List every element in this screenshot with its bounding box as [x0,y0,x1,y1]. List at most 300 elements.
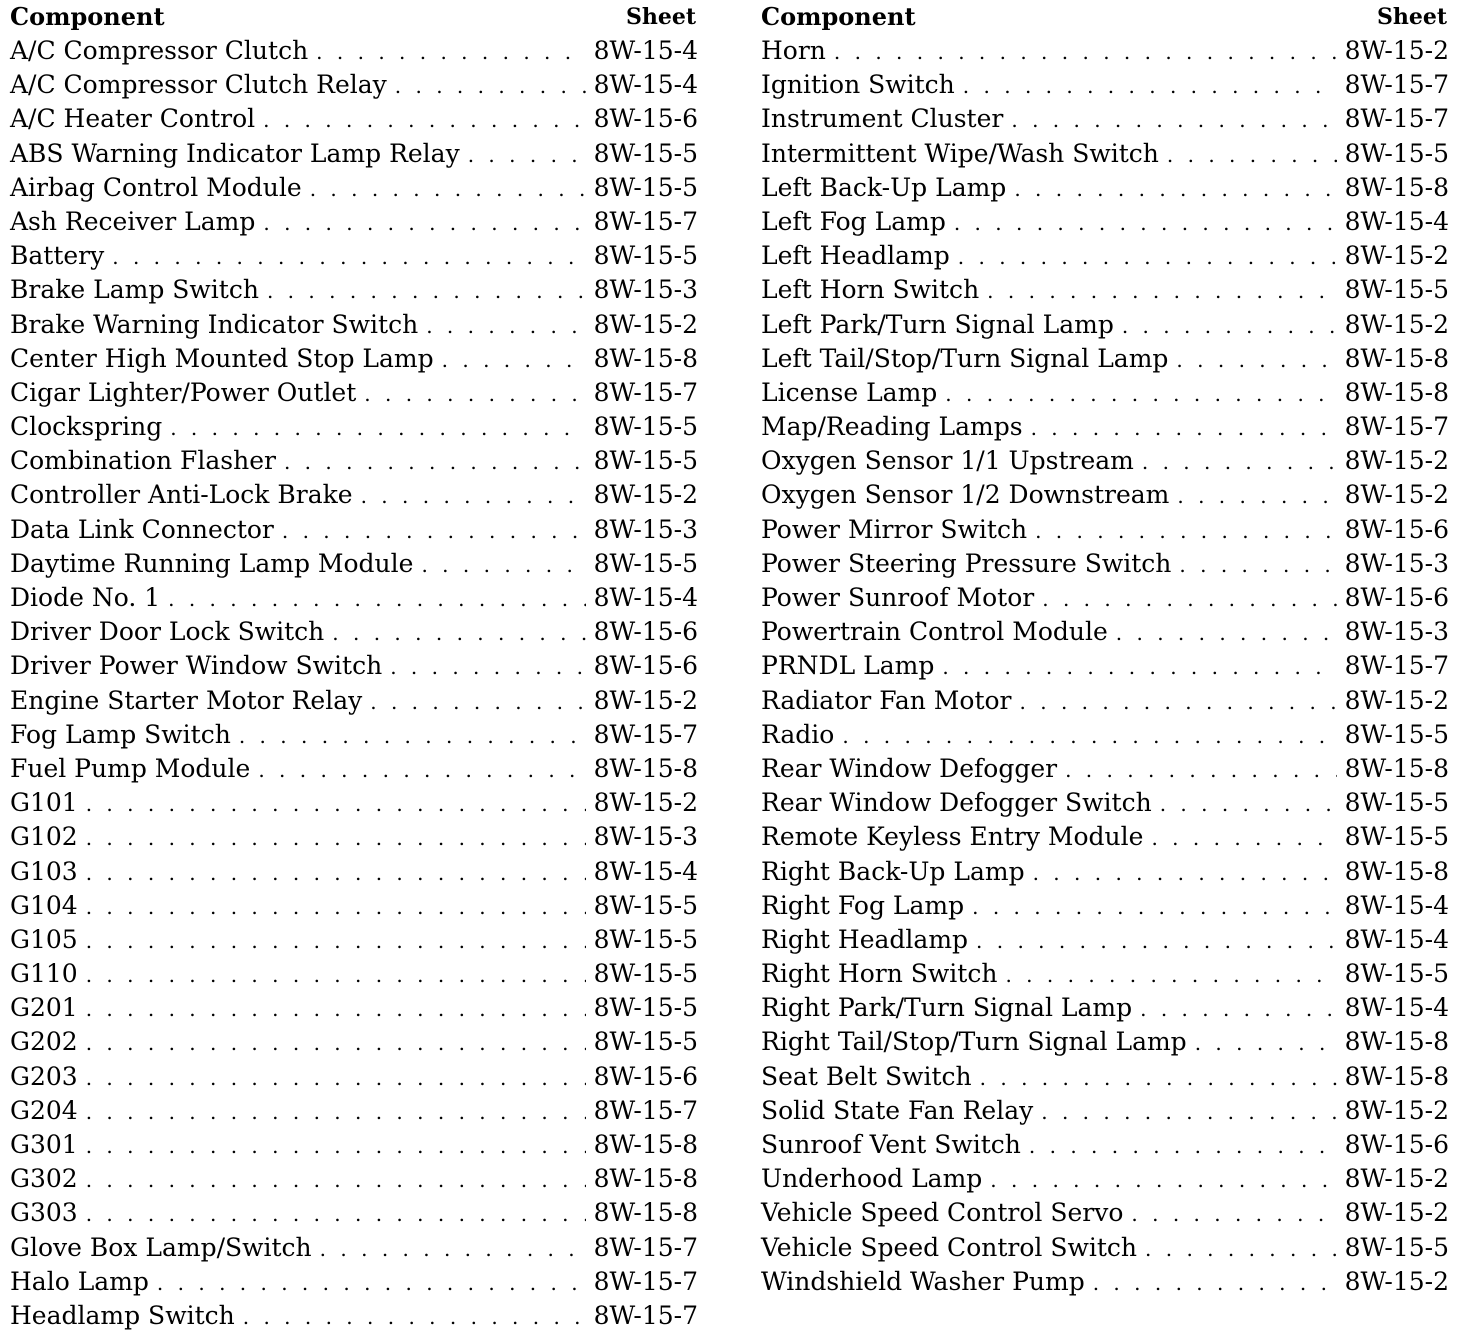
table-row [10,478,698,512]
sheet-number: 8W-15-7 [1344,104,1449,134]
sheet-number: 8W-15-5 [593,959,698,989]
component-name: Sunroof Vent Switch [761,1130,1021,1159]
dot-leader [263,103,585,137]
dot-leader [1142,445,1337,479]
component-name: Driver Power Window Switch [10,651,383,681]
table-row [761,342,1449,376]
component-name: A/C Compressor Clutch [10,36,309,65]
component-name: Oxygen Sensor 1/1 Upstream [761,446,1134,476]
dot-leader [332,616,585,650]
component-name: Fuel Pump Module [10,753,251,783]
sheet-number: 8W-15-5 [1344,1232,1449,1262]
component-name: Right Tail/Stop/Turn Signal Lamp [761,1027,1187,1057]
component-name: Engine Starter Motor Relay [10,685,363,715]
dot-leader [86,992,586,1026]
table-row [10,1299,698,1333]
sheet-number: 8W-15-6 [1344,583,1449,612]
table-row [761,1094,1449,1128]
component-name: Rear Window Defogger Switch [761,788,1152,818]
table-row [10,547,698,581]
dot-leader [976,924,1337,958]
table-row [761,68,1449,102]
sheet-number: 8W-15-7 [593,206,698,236]
table-row [761,137,1449,171]
sheet-number: 8W-15-4 [593,36,698,65]
sheet-number: 8W-15-6 [593,104,698,134]
table-row [10,889,698,923]
component-name: Solid State Fan Relay [761,1095,1034,1125]
table-row [10,718,698,752]
sheet-number: 8W-15-3 [593,275,698,305]
table-row [761,923,1449,957]
dot-leader [1020,685,1337,719]
component-name: Driver Door Lock Switch [10,617,325,647]
dot-leader [320,1232,586,1266]
table-row [10,957,698,991]
component-name: Right Fog Lamp [761,890,965,920]
sheet-number: 8W-15-5 [593,241,698,271]
dot-leader [1116,616,1337,650]
component-name: Right Horn Switch [761,959,998,989]
table-row [761,547,1449,581]
component-name: Instrument Cluster [761,104,1004,134]
dot-leader [1011,103,1336,137]
table-row [10,68,698,102]
sheet-number: 8W-15-6 [593,1061,698,1091]
dot-leader [239,719,586,753]
table-row [10,1094,698,1128]
sheet-number: 8W-15-8 [1344,856,1449,886]
component-name: A/C Compressor Clutch Relay [10,70,387,100]
dot-leader [370,685,585,719]
table-row [761,478,1449,512]
dot-leader [1093,1266,1337,1300]
sheet-number: 8W-15-7 [593,1095,698,1125]
sheet-number: 8W-15-5 [1344,275,1449,305]
sheet-number: 8W-15-2 [1344,309,1449,339]
dot-leader [1035,514,1337,548]
table-row [761,718,1449,752]
component-name: G110 [10,959,78,989]
dot-leader [86,1026,586,1060]
sheet-header: Sheet [625,4,696,30]
sheet-number: 8W-15-8 [593,1164,698,1194]
sheet-number: 8W-15-2 [593,788,698,818]
dot-leader [1041,1095,1336,1129]
table-row [761,102,1449,136]
component-name: Brake Warning Indicator Switch [10,309,419,339]
table-row [761,239,1449,273]
table-row [761,273,1449,307]
component-header: Component [761,2,916,31]
dot-leader [86,1061,586,1095]
table-row [10,1196,698,1230]
sheet-number: 8W-15-7 [593,1232,698,1262]
dot-leader [945,377,1336,411]
dot-leader [1145,1232,1337,1266]
sheet-number: 8W-15-6 [1344,514,1449,544]
component-name: G101 [10,788,78,818]
component-name: G302 [10,1164,78,1194]
component-name: Rear Window Defogger [761,753,1058,783]
component-name: Powertrain Control Module [761,617,1108,647]
dot-leader [157,1266,586,1300]
dot-leader [86,856,586,890]
dot-leader [243,1300,586,1334]
component-name: Controller Anti-Lock Brake [10,480,353,510]
table-row [10,1231,698,1265]
component-name: G104 [10,890,78,920]
dot-leader [86,787,586,821]
component-name: Left Headlamp [761,241,950,271]
dot-leader [958,240,1337,274]
component-name: Power Sunroof Motor [761,583,1035,612]
sheet-number: 8W-15-2 [1344,36,1449,65]
sheet-number: 8W-15-2 [1344,241,1449,271]
sheet-number: 8W-15-4 [593,856,698,886]
sheet-number: 8W-15-5 [1344,719,1449,749]
left-column [10,0,698,1333]
table-row [761,308,1449,342]
table-row [10,581,698,615]
dot-leader [263,206,585,240]
dot-leader [1151,821,1336,855]
component-header: Component [10,2,165,31]
table-row [10,410,698,444]
column-header [761,0,1449,34]
component-list [761,34,1449,1299]
dot-leader [834,35,1337,69]
table-row [10,991,698,1025]
dot-leader [1160,787,1337,821]
sheet-number: 8W-15-2 [1344,685,1449,715]
table-row [10,273,698,307]
sheet-number: 8W-15-7 [593,1300,698,1330]
sheet-number: 8W-15-2 [1344,480,1449,510]
sheet-number: 8W-15-3 [1344,617,1449,647]
dot-leader [1014,172,1336,206]
dot-leader [972,890,1336,924]
component-name: Left Horn Switch [761,275,980,305]
table-row [10,855,698,889]
component-name: G202 [10,1027,78,1057]
table-row [10,308,698,342]
column-header [10,0,698,34]
table-row [10,239,698,273]
component-name: G301 [10,1130,78,1159]
component-name: Underhood Lamp [761,1164,983,1194]
component-name: Battery [10,241,105,271]
sheet-number: 8W-15-8 [593,753,698,783]
sheet-number: 8W-15-5 [1344,959,1449,989]
component-name: Center High Mounted Stop Lamp [10,343,434,373]
component-name: Vehicle Speed Control Switch [761,1232,1138,1262]
table-row [761,1231,1449,1265]
dot-leader [170,411,585,445]
table-row [761,820,1449,854]
component-name: Airbag Control Module [10,172,302,202]
component-name: G103 [10,856,78,886]
dot-leader [942,650,1336,684]
dot-leader [282,514,586,548]
sheet-number: 8W-15-6 [1344,1130,1449,1159]
component-name: Combination Flasher [10,446,276,476]
table-row [761,1162,1449,1196]
table-row [10,102,698,136]
dot-leader [987,274,1336,308]
dot-leader [168,582,585,616]
table-row [10,923,698,957]
table-row [761,1196,1449,1230]
dot-leader [426,309,585,343]
sheet-number: 8W-15-2 [1344,446,1449,476]
component-name: Diode No. 1 [10,583,161,612]
table-row [761,752,1449,786]
component-name: G105 [10,924,78,954]
dot-leader [86,958,586,992]
table-row [761,855,1449,889]
right-column [761,0,1449,1299]
sheet-number: 8W-15-5 [593,446,698,476]
component-name: Headlamp Switch [10,1300,235,1330]
table-row [10,615,698,649]
table-row [761,444,1449,478]
dot-leader [267,274,586,308]
sheet-number: 8W-15-5 [1344,822,1449,852]
sheet-number: 8W-15-5 [593,993,698,1023]
sheet-header: Sheet [1376,4,1447,30]
sheet-number: 8W-15-2 [1344,1198,1449,1228]
table-row [10,1025,698,1059]
table-row [10,137,698,171]
component-name: Fog Lamp Switch [10,719,231,749]
sheet-number: 8W-15-6 [593,651,698,681]
dot-leader [390,650,585,684]
table-row [10,752,698,786]
dot-leader [1065,753,1337,787]
sheet-number: 8W-15-8 [1344,172,1449,202]
component-name: Vehicle Speed Control Servo [761,1198,1124,1228]
table-row [10,342,698,376]
component-name: A/C Heater Control [10,104,256,134]
table-row [761,581,1449,615]
dot-leader [1179,548,1336,582]
sheet-number: 8W-15-7 [1344,70,1449,100]
component-name: Glove Box Lamp/Switch [10,1232,312,1262]
component-name: G303 [10,1198,78,1228]
component-name: Brake Lamp Switch [10,275,259,305]
sheet-number: 8W-15-5 [593,924,698,954]
dot-leader [1176,343,1336,377]
component-name: Clockspring [10,412,163,442]
dot-leader [1042,582,1336,616]
sheet-number: 8W-15-5 [593,548,698,578]
sheet-number: 8W-15-2 [1344,1164,1449,1194]
sheet-number: 8W-15-8 [1344,753,1449,783]
sheet-number: 8W-15-5 [1344,788,1449,818]
component-name: Right Back-Up Lamp [761,856,1025,886]
table-row [10,205,698,239]
dot-leader [86,924,586,958]
component-name: G204 [10,1095,78,1125]
sheet-number: 8W-15-2 [593,685,698,715]
component-name: Ignition Switch [761,70,955,100]
dot-leader [1131,1197,1336,1231]
sheet-number: 8W-15-2 [1344,1266,1449,1296]
table-row [761,1060,1449,1094]
table-row [10,1060,698,1094]
component-name: Data Link Connector [10,514,274,544]
table-row [10,513,698,547]
table-row [10,649,698,683]
component-name: Map/Reading Lamps [761,412,1023,442]
table-row [10,171,698,205]
dot-leader [990,1163,1336,1197]
dot-leader [86,1197,586,1231]
table-row [761,991,1449,1025]
dot-leader [361,479,586,513]
table-row [10,786,698,820]
dot-leader [86,1163,586,1197]
sheet-number: 8W-15-4 [1344,206,1449,236]
dot-leader [86,1129,586,1163]
dot-leader [86,890,586,924]
sheet-number: 8W-15-7 [1344,412,1449,442]
dot-leader [1195,1026,1337,1060]
component-name: Power Mirror Switch [761,514,1028,544]
dot-leader [258,753,585,787]
dot-leader [395,69,586,103]
component-name: Cigar Lighter/Power Outlet [10,377,357,407]
sheet-number: 8W-15-2 [593,309,698,339]
component-name: Remote Keyless Entry Module [761,822,1144,852]
component-name: Oxygen Sensor 1/2 Downstream [761,480,1170,510]
dot-leader [1177,479,1336,513]
sheet-number: 8W-15-4 [593,70,698,100]
dot-leader [86,821,586,855]
table-row [10,1128,698,1162]
sheet-number: 8W-15-4 [1344,890,1449,920]
dot-leader [364,377,585,411]
component-name: Radio [761,719,835,749]
table-row [761,34,1449,68]
table-row [761,649,1449,683]
dot-leader [1029,1129,1337,1163]
dot-leader [284,445,586,479]
table-row [10,1162,698,1196]
table-row [10,1265,698,1299]
dot-leader [980,1061,1337,1095]
sheet-number: 8W-15-4 [1344,924,1449,954]
sheet-number: 8W-15-8 [593,1198,698,1228]
table-row [761,957,1449,991]
sheet-number: 8W-15-3 [593,822,698,852]
sheet-number: 8W-15-4 [1344,993,1449,1023]
component-name: Left Tail/Stop/Turn Signal Lamp [761,343,1169,373]
table-row [10,820,698,854]
component-name: G102 [10,822,78,852]
dot-leader [1122,309,1337,343]
component-name: Power Steering Pressure Switch [761,548,1172,578]
table-row [761,684,1449,718]
component-name: G201 [10,993,78,1023]
table-row [761,410,1449,444]
component-name: G203 [10,1061,78,1091]
table-row [761,171,1449,205]
dot-leader [316,35,585,69]
sheet-number: 8W-15-8 [1344,1061,1449,1091]
component-name: Halo Lamp [10,1266,149,1296]
component-name: Ash Receiver Lamp [10,206,256,236]
component-name: ABS Warning Indicator Lamp Relay [10,138,460,168]
component-name: Left Back-Up Lamp [761,172,1007,202]
table-row [761,1025,1449,1059]
sheet-number: 8W-15-7 [1344,651,1449,681]
sheet-number: 8W-15-5 [593,172,698,202]
component-name: Intermittent Wipe/Wash Switch [761,138,1159,168]
dot-leader [1167,138,1337,172]
component-name: Windshield Washer Pump [761,1266,1085,1296]
component-name: PRNDL Lamp [761,651,935,681]
dot-leader [442,343,586,377]
sheet-number: 8W-15-7 [593,1266,698,1296]
component-name: Radiator Fan Motor [761,685,1012,715]
dot-leader [310,172,586,206]
sheet-number: 8W-15-5 [593,890,698,920]
sheet-number: 8W-15-8 [1344,343,1449,373]
component-name: Left Park/Turn Signal Lamp [761,309,1114,339]
dot-leader [421,548,585,582]
sheet-number: 8W-15-8 [593,343,698,373]
component-name: Seat Belt Switch [761,1061,972,1091]
component-name: Horn [761,36,826,65]
sheet-number: 8W-15-8 [1344,1027,1449,1057]
sheet-number: 8W-15-2 [593,480,698,510]
dot-leader [1033,856,1337,890]
sheet-number: 8W-15-3 [1344,548,1449,578]
table-row [761,786,1449,820]
dot-leader [1140,992,1336,1026]
dot-leader [842,719,1336,753]
sheet-number: 8W-15-7 [593,719,698,749]
table-row [761,1128,1449,1162]
dot-leader [1031,411,1337,445]
sheet-number: 8W-15-8 [1344,377,1449,407]
sheet-number: 8W-15-8 [593,1130,698,1159]
dot-leader [1005,958,1336,992]
dot-leader [112,240,585,274]
table-row [10,444,698,478]
dot-leader [954,206,1337,240]
sheet-number: 8W-15-2 [1344,1095,1449,1125]
table-row [761,376,1449,410]
sheet-number: 8W-15-5 [593,1027,698,1057]
sheet-number: 8W-15-5 [593,412,698,442]
table-row [761,513,1449,547]
component-name: Right Park/Turn Signal Lamp [761,993,1133,1023]
component-list [10,34,698,1333]
table-row [10,376,698,410]
sheet-number: 8W-15-3 [593,514,698,544]
dot-leader [963,69,1337,103]
component-name: Right Headlamp [761,924,969,954]
dot-leader [468,138,586,172]
table-row [761,1265,1449,1299]
component-name: Daytime Running Lamp Module [10,548,414,578]
table-row [761,889,1449,923]
table-row [761,615,1449,649]
sheet-number: 8W-15-6 [593,617,698,647]
